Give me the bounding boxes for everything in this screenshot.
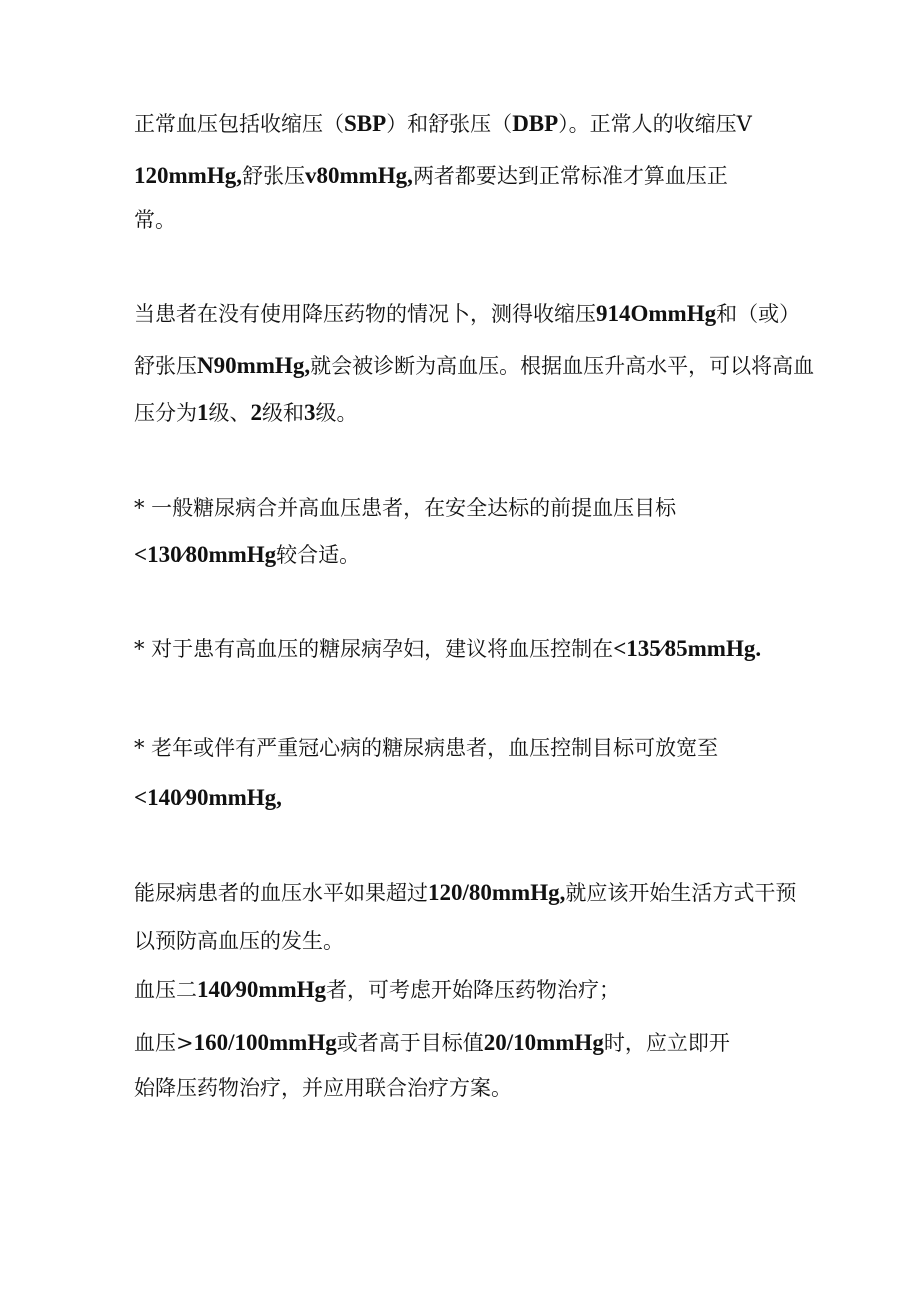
text-run: 正常血压包括收缩压（ (134, 112, 344, 136)
bold-run: <135⁄85mmHg. (613, 636, 762, 661)
paragraph-3-line-2 (134, 928, 344, 954)
bold-run: 140⁄90mmHg (197, 977, 327, 1002)
paragraph-2-line-1 (134, 301, 800, 327)
text-run: 两者都要达到正常标准才算血压正 (412, 164, 728, 188)
text-run: 能尿病患者的血压水平如果超过 (134, 881, 428, 905)
text-run: 始降压药物治疗，并应用联合治疗方案。 (134, 1076, 512, 1100)
paragraph-3-line-5 (134, 1075, 512, 1101)
bullet-2-line-1 (134, 636, 761, 662)
text-run: ）和舒张压（ (386, 112, 513, 136)
text-run: 或者高于目标值 (336, 1031, 484, 1055)
text-run: 级和 (262, 401, 304, 425)
bullet-3-line-1 (134, 735, 718, 761)
text-run: 和（或） (716, 302, 801, 326)
text-run: * 一般糖尿病合并高血压患者，在安全达标的前提血压目标 (134, 496, 677, 520)
text-run: 就应该开始生活方式干预 (565, 881, 797, 905)
text-run: 舒张压 (241, 164, 305, 188)
text-run: 常。 (134, 208, 176, 232)
bold-run: 120mmHg, (134, 163, 242, 188)
text-run: 级。 (315, 401, 358, 425)
text-run: 者，可考虑开始降压药物治疗； (326, 978, 621, 1002)
text-run: 当患者在没有使用降压药物的情况卜，测得收缩压 (134, 302, 596, 326)
paragraph-3-line-4 (134, 1030, 730, 1056)
text-run: 级、 (208, 401, 251, 425)
bold-run: 3 (304, 400, 316, 425)
text-run: 就会被诊断为高血压。根据血压升高水平，可以将高血 (310, 354, 815, 378)
bullet-3-line-2 (134, 785, 282, 811)
bold-run: DBP (512, 111, 559, 136)
text-run: ）。正常人的收缩压V (558, 112, 752, 136)
text-run: 压分为 (134, 401, 197, 425)
paragraph-1-line-3 (134, 207, 176, 233)
text-run: 较合适。 (276, 543, 361, 567)
text-run: 血压> (134, 1031, 194, 1055)
paragraph-1-line-2 (134, 163, 728, 189)
bold-run: SBP (344, 111, 387, 136)
bold-run: N90mmHg, (197, 353, 311, 378)
bold-run: v80mmHg, (304, 163, 413, 188)
bold-run: 20/10mmHg (483, 1030, 604, 1055)
paragraph-2-line-3 (134, 400, 358, 426)
bold-run: 914OmmHg (596, 301, 717, 326)
text-run: * 对于患有高血压的糖尿病孕妇，建议将血压控制在 (134, 637, 614, 661)
paragraph-1-line-1 (134, 111, 752, 137)
paragraph-3-line-3 (134, 977, 620, 1003)
bold-run: <140⁄90mmHg, (134, 785, 282, 810)
text-run: * 老年或伴有严重冠心病的糖尿病患者，血压控制目标可放宽至 (134, 736, 719, 760)
paragraph-3-line-1 (134, 880, 796, 906)
bold-run: <130⁄80mmHg (134, 542, 277, 567)
bold-run: 1 (197, 400, 209, 425)
bold-run: 2 (250, 400, 262, 425)
bullet-1-line-1 (134, 495, 676, 521)
text-run: 以预防高血压的发生。 (134, 929, 344, 953)
text-run: 舒张压 (134, 354, 197, 378)
text-run: 血压二 (134, 978, 197, 1002)
text-run: 时，应立即开 (603, 1031, 730, 1055)
bold-run: 160/100mmHg (193, 1030, 337, 1055)
bold-run: 120/80mmHg, (428, 880, 566, 905)
bullet-1-line-2 (134, 542, 360, 568)
paragraph-2-line-2 (134, 353, 814, 379)
